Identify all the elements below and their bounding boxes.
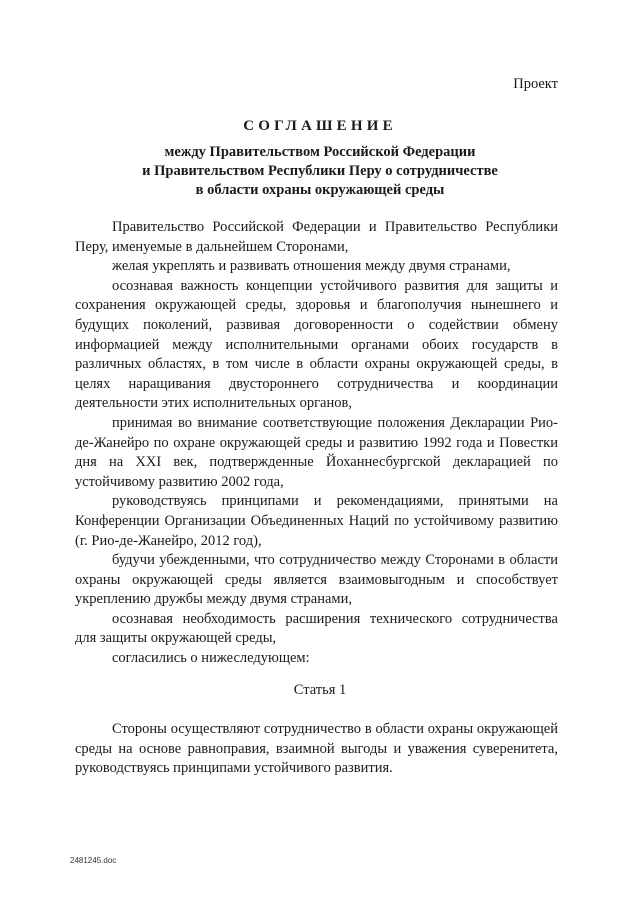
preamble-paragraph: согласились о нижеследующем: — [112, 650, 310, 667]
article-paragraph: Стороны осуществляют сотрудничество в области охраны окружающей среды на основе равноправия, взаимной выгоды и уважения суверенитета, руководствуясь принципами устойчивого развития. — [75, 721, 558, 777]
preamble-paragraph: осознавая важность концепции устойчивого развития для защиты и сохранения окружающей среды, здоровья и благополучия нынешнего и будущих поколений, развивая договоренности о содействии обмену информацией между исполнительными органами обоих государств в различных областях, в том числе в области охраны окружающей среды, в целях наращивания двустороннего сотрудничества и координации деятельности этих исполнительных органов, — [75, 277, 558, 412]
subtitle-line: между Правительством Российской Федерации — [164, 144, 476, 160]
preamble-paragraph: будучи убежденными, что сотрудничество между Сторонами в области охраны окружающей среды является взаимовыгодным и способствует укреплению дружбы между двумя странами, — [75, 552, 558, 608]
preamble-paragraph: руководствуясь принципами и рекомендациями, принятыми на Конференции Организации Объединенных Наций по устойчивому развитию (г. Рио-де-Жанейро, 2012 год), — [75, 493, 558, 549]
article-heading: Статья 1 — [293, 682, 347, 698]
document-title: СОГЛАШЕНИЕ — [243, 118, 397, 134]
article-body — [75, 720, 558, 779]
preamble — [75, 218, 558, 669]
preamble-paragraph: Правительство Российской Федерации и Правительство Республики Перу, именуемые в дальнейшем Сторонами, — [75, 219, 558, 255]
preamble-paragraph: принимая во внимание соответствующие положения Декларации Рио-де-Жанейро по охране окружающей среды и развитию 1992 года и Повестки дня на XXI век, подтвержденные Йоханнесбургской декларацией по устойчивому развитию 2002 года, — [75, 414, 558, 490]
subtitle-line: в области охраны окружающей среды — [195, 182, 445, 198]
preamble-paragraph: осознавая необходимость расширения технического сотрудничества для защиты окружающей среды, — [75, 610, 558, 647]
subtitle-line: и Правительством Республики Перу о сотрудничестве — [142, 163, 498, 179]
project-label: Проект — [513, 76, 558, 92]
document-subtitle — [0, 143, 640, 200]
document-code: 2481245.doc — [70, 856, 117, 865]
preamble-paragraph: желая укреплять и развивать отношения между двумя странами, — [112, 258, 511, 275]
